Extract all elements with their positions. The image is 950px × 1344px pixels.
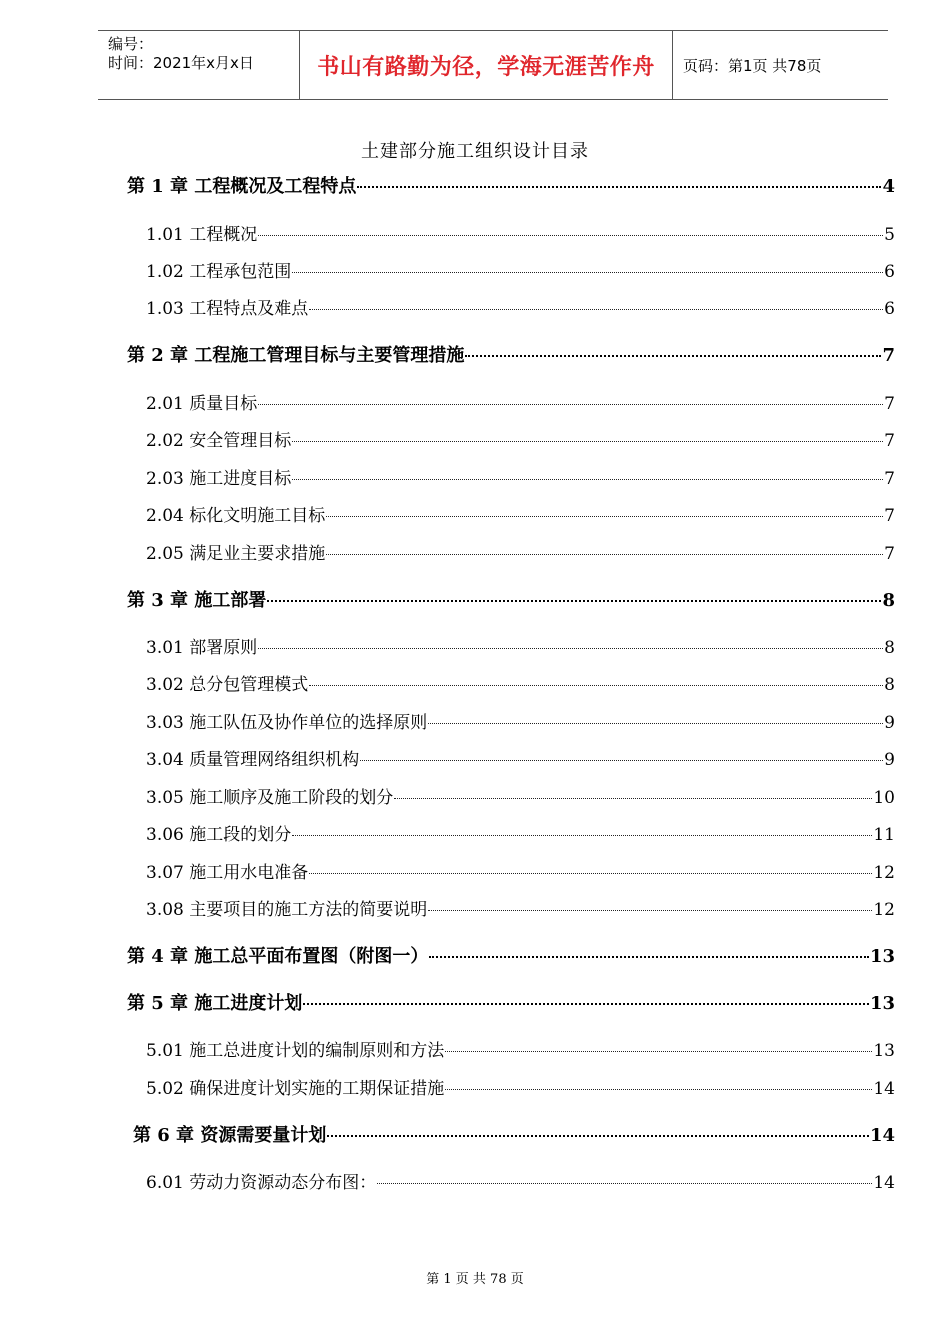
- toc-entry-label: 第 3 章 施工部署: [127, 590, 267, 611]
- toc-dot-leader: [309, 685, 883, 686]
- toc-entry-label: 第 6 章 资源需要量计划: [133, 1125, 327, 1146]
- toc-page-number: 6: [884, 299, 895, 319]
- toc-section-entry[interactable]: [146, 259, 895, 285]
- toc-entry-label: 2.04 标化文明施工目标: [146, 506, 326, 526]
- toc-page-number: 8: [884, 638, 895, 658]
- toc-entry-label: 第 5 章 施工进度计划: [127, 993, 303, 1014]
- toc-dot-leader: [327, 1135, 869, 1137]
- toc-page-number: 7: [884, 431, 895, 451]
- toc-page-number: 14: [869, 1125, 895, 1146]
- toc-dot-leader: [357, 186, 881, 188]
- toc-dot-leader: [258, 404, 883, 405]
- toc-entry-label: 2.03 施工进度目标: [146, 469, 292, 489]
- toc-section-entry[interactable]: [146, 860, 895, 886]
- toc-entry-label: 3.06 施工段的划分: [146, 825, 292, 845]
- toc-section-entry[interactable]: [146, 503, 895, 529]
- toc-page-number: 6: [884, 262, 895, 282]
- toc-page-number: 7: [884, 506, 895, 526]
- toc-entry-label: 3.01 部署原则: [146, 638, 258, 658]
- toc-page-number: 13: [873, 1041, 895, 1061]
- toc-section-entry[interactable]: [146, 466, 895, 492]
- toc-entry-label: 3.08 主要项目的施工方法的简要说明: [146, 900, 428, 920]
- toc-page-number: 11: [873, 825, 895, 845]
- toc-dot-leader: [258, 235, 883, 236]
- toc-dot-leader: [326, 554, 883, 555]
- toc-entry-label: 1.03 工程特点及难点: [146, 299, 309, 319]
- toc-entry-label: 5.02 确保进度计划实施的工期保证措施: [146, 1079, 445, 1099]
- toc-entry-label: 3.03 施工队伍及协作单位的选择原则: [146, 713, 428, 733]
- toc-page-number: 12: [873, 863, 895, 883]
- toc-entry-label: 2.01 质量目标: [146, 394, 258, 414]
- toc-dot-leader: [303, 1003, 869, 1005]
- toc-section-entry[interactable]: [146, 541, 895, 567]
- toc-dot-leader: [445, 1089, 872, 1090]
- toc-section-entry[interactable]: [146, 222, 895, 248]
- toc-page-number: 14: [873, 1173, 895, 1193]
- toc-chapter-entry[interactable]: [127, 944, 895, 970]
- toc-page-number: 7: [884, 469, 895, 489]
- toc-entry-label: 1.02 工程承包范围: [146, 262, 292, 282]
- toc-section-entry[interactable]: [146, 672, 895, 698]
- toc-page-number: 9: [884, 750, 895, 770]
- toc-entry-label: 第 4 章 施工总平面布置图（附图一）: [127, 946, 429, 967]
- toc-dot-leader: [326, 516, 883, 517]
- toc-dot-leader: [394, 798, 872, 799]
- toc-page-number: 8: [884, 675, 895, 695]
- toc-section-entry[interactable]: [146, 785, 895, 811]
- toc-chapter-entry[interactable]: [127, 588, 895, 614]
- toc-chapter-entry[interactable]: [127, 991, 895, 1017]
- toc-dot-leader: [292, 272, 883, 273]
- toc-section-entry[interactable]: [146, 1038, 895, 1064]
- toc-entry-label: 3.05 施工顺序及施工阶段的划分: [146, 788, 394, 808]
- toc-dot-leader: [292, 835, 872, 836]
- toc-section-entry[interactable]: [146, 635, 895, 661]
- toc-chapter-entry[interactable]: [133, 1123, 895, 1149]
- toc-entry-label: 1.01 工程概况: [146, 225, 258, 245]
- toc-section-entry[interactable]: [146, 1170, 895, 1196]
- page-footer: 第 1 页 共 78 页: [426, 1272, 524, 1287]
- toc-dot-leader: [377, 1183, 872, 1184]
- toc-entry-label: 第 1 章 工程概况及工程特点: [127, 176, 357, 197]
- toc-dot-leader: [258, 648, 883, 649]
- toc-section-entry[interactable]: [146, 897, 895, 923]
- toc-entry-label: 2.05 满足业主要求措施: [146, 544, 326, 564]
- toc-section-entry[interactable]: [146, 428, 895, 454]
- toc-dot-leader: [465, 355, 881, 357]
- toc-page-number: 7: [884, 394, 895, 414]
- header-meta: [98, 31, 300, 99]
- toc-section-entry[interactable]: [146, 296, 895, 322]
- toc-page-number: 4: [882, 176, 895, 197]
- toc-entry-label: 2.02 安全管理目标: [146, 431, 292, 451]
- toc-dot-leader: [445, 1051, 872, 1052]
- toc-page-number: 5: [884, 225, 895, 245]
- toc-dot-leader: [309, 309, 883, 310]
- toc-dot-leader: [292, 479, 883, 480]
- toc-dot-leader: [429, 956, 869, 958]
- toc-chapter-entry[interactable]: [127, 343, 895, 369]
- toc-section-entry[interactable]: [146, 391, 895, 417]
- toc-dot-leader: [292, 441, 883, 442]
- toc-page-number: 8: [882, 590, 895, 611]
- toc-dot-leader: [309, 873, 872, 874]
- toc-section-entry[interactable]: [146, 710, 895, 736]
- toc-chapter-entry[interactable]: [127, 174, 895, 200]
- toc-page-number: 13: [869, 993, 895, 1014]
- header-motto: 书山有路勤为径，学海无涯苦作舟: [300, 31, 673, 99]
- toc-entry-label: 3.02 总分包管理模式: [146, 675, 309, 695]
- toc-entry-label: 3.04 质量管理网络组织机构: [146, 750, 360, 770]
- toc-section-entry[interactable]: [146, 822, 895, 848]
- toc-dot-leader: [267, 600, 881, 602]
- toc-page-number: 9: [884, 713, 895, 733]
- toc-section-entry[interactable]: [146, 1076, 895, 1102]
- page-header: [98, 30, 888, 100]
- document-title: 土建部分施工组织设计目录: [361, 141, 589, 162]
- toc-dot-leader: [360, 760, 883, 761]
- toc-entry-label: 第 2 章 工程施工管理目标与主要管理措施: [127, 345, 465, 366]
- time-label: 时间：2021年x月x日: [108, 54, 254, 72]
- toc-page-number: 10: [873, 788, 895, 808]
- toc-page-number: 13: [869, 946, 895, 967]
- header-page-info: 页码：第1页 共78页: [683, 56, 822, 75]
- toc-entry-label: 3.07 施工用水电准备: [146, 863, 309, 883]
- toc-section-entry[interactable]: [146, 747, 895, 773]
- toc-dot-leader: [428, 723, 883, 724]
- toc-page-number: 7: [884, 544, 895, 564]
- toc-page-number: 12: [873, 900, 895, 920]
- toc-page-number: 7: [882, 345, 895, 366]
- toc-entry-label: 5.01 施工总进度计划的编制原则和方法: [146, 1041, 445, 1061]
- toc-entry-label: 6.01 劳动力资源动态分布图：: [146, 1173, 377, 1193]
- toc-page-number: 14: [873, 1079, 895, 1099]
- serial-label: 编号：: [108, 35, 154, 53]
- toc-dot-leader: [428, 910, 872, 911]
